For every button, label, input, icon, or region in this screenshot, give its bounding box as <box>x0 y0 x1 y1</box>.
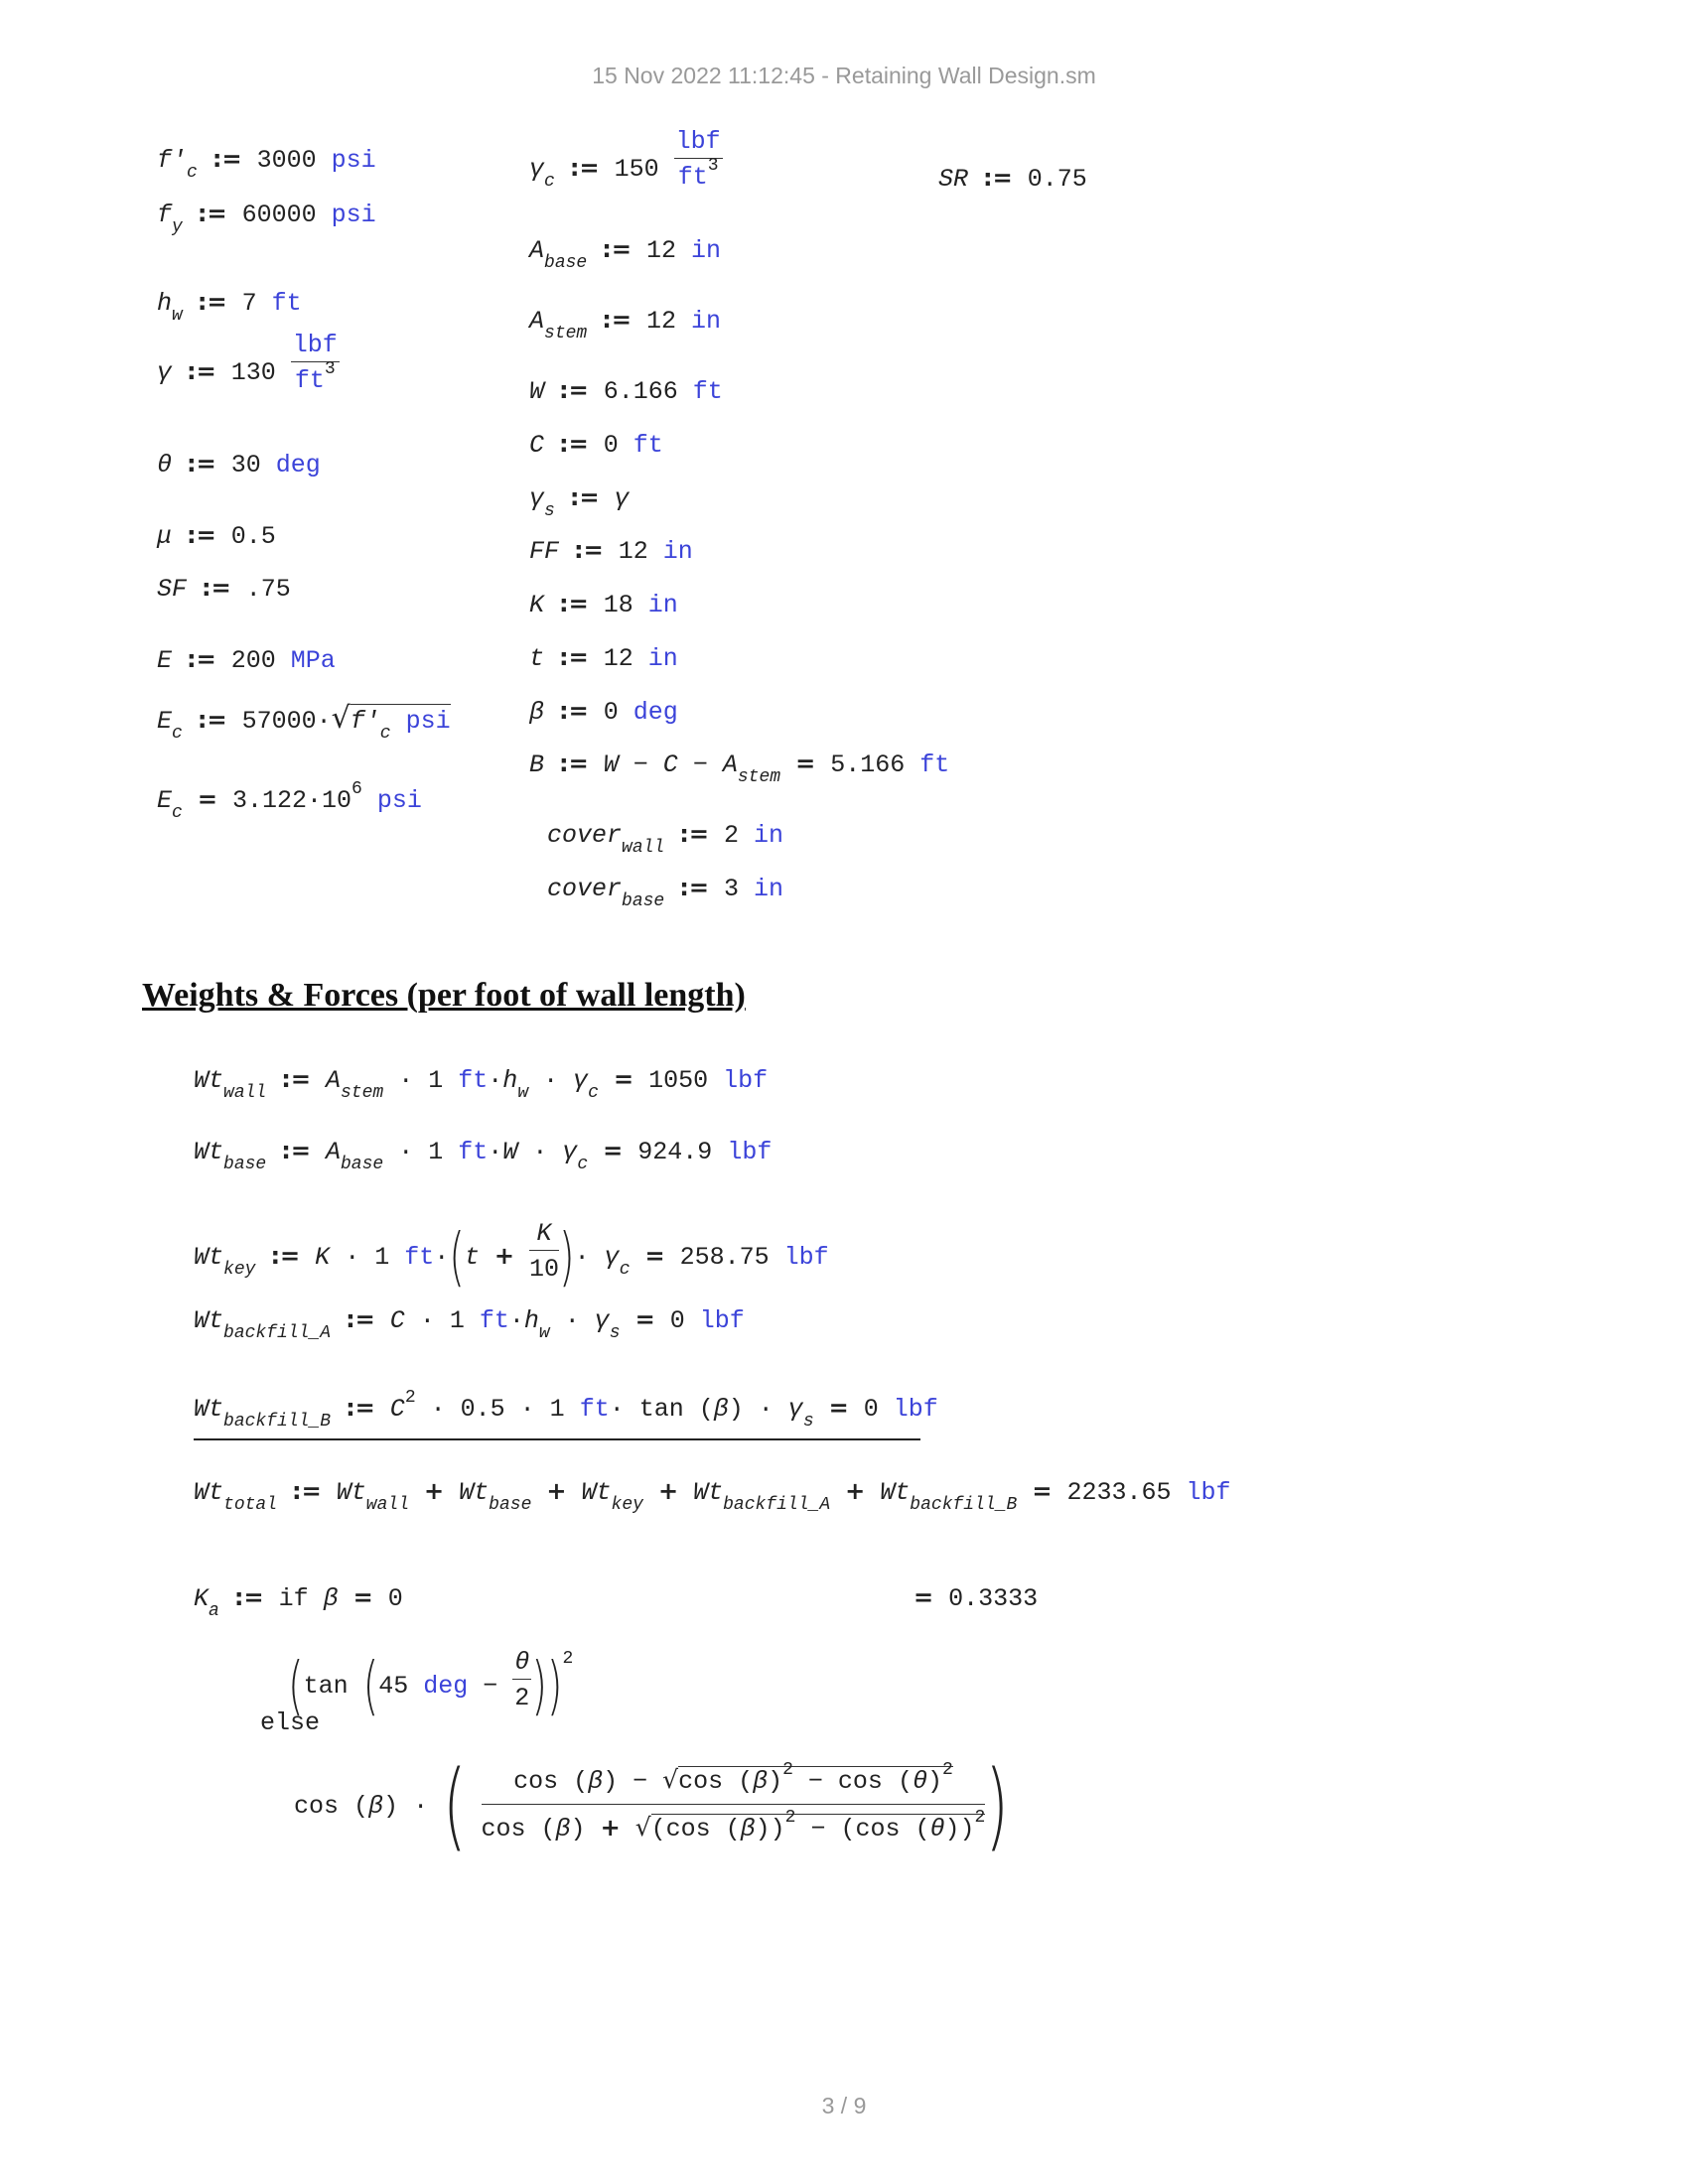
eq-k: K := 18 in <box>529 590 678 619</box>
eq-cover-base: cover$_{base}$ := 3 in <box>547 874 784 911</box>
eq-wt-base: $Wt_{base}$ := $A_{base} \cdot 1$ $ft\cdot W \cdot \gamma_c = 924.9$ lbf <box>194 1137 773 1174</box>
eq-wt-total: $Wt_{total}$ := $Wt_{wall} + Wt_{base} + Wt_{key} + Wt_{backfill\_A} + Wt_{backfill\_B} = 2233.65$ lbf <box>194 1477 1231 1515</box>
sum-rule <box>194 1438 920 1440</box>
eq-gamma-s: $\gamma_s$ := γ <box>529 483 630 521</box>
eq-hw: $h_w$ := 7 ft <box>157 288 302 326</box>
eq-t: t := 12 in <box>529 643 678 673</box>
ka-result: = 0.3333 <box>914 1583 1039 1613</box>
eq-fc: $f'_c$ := 3000 psi <box>157 145 376 183</box>
ka-else: else <box>260 1708 321 1737</box>
eq-sr: SR := 0.75 <box>938 164 1087 194</box>
eq-ec-def: $E_c$ := $57000\cdot√f'_c$ psi <box>157 701 451 744</box>
eq-e: E := 200 MPa <box>157 645 336 675</box>
eq-wt-key: $Wt_{key}$ := K · 1 ft·(t + $\frac{K}{10}$ )· $\gamma_c = 258.75$ lbf <box>194 1219 829 1295</box>
eq-ec-result: $E_c = 3.122\cdot 10^6$ psi <box>157 779 422 823</box>
eq-gamma: γ := 130 $\frac{\text{lbf}}{ft^3}$ <box>157 331 338 395</box>
eq-beta: β := 0 deg <box>529 697 678 727</box>
eq-ff: FF := 12 in <box>529 536 693 566</box>
eq-ka-rankine: (tan (45 deg − $\frac{\theta}{2}$ ))$^2$ <box>288 1648 574 1723</box>
eq-w: W := 6.166 ft <box>529 376 723 406</box>
eq-sf: SF := .75 <box>157 574 291 604</box>
eq-theta: θ := 30 deg <box>157 450 321 479</box>
eq-wt-wall: $Wt_{wall}$ := $A_{stem} \cdot 1$ $ft\cdot h_w \cdot \gamma_c = 1050$ lbf <box>194 1065 769 1103</box>
eq-fy: $f_y$ := 60000 psi <box>157 200 376 237</box>
eq-ka-coulomb: cos (β) · ( $\frac{\cos (\beta) - √\cos (\beta)^2 - \cos (\theta)^2}{\cos (\beta) + √(\cos (\beta))^2 - (\cos (\theta))^2}$ ) <box>294 1750 1009 1862</box>
page-footer: 3 / 9 <box>821 2093 867 2118</box>
eq-gamma-c: $\gamma_c$ := 150 $\frac{\text{lbf}}{ft^3}$ <box>529 127 721 193</box>
eq-a-stem: $A_{stem}$ := 12 in <box>529 306 722 343</box>
eq-wt-backfill-b: $Wt_{backfill\_B}$ := $C^2 \cdot 0.5 \cdot 1$ $ft\cdot \tan (\beta) \cdot \gamma_s = 0$ lbf <box>194 1388 938 1432</box>
eq-ka-if: $K_a$ := if β = 0 <box>194 1583 403 1621</box>
eq-wt-backfill-a: $Wt_{backfill\_A}$ := C · 1 $ft\cdot h_w \cdot \gamma_s = 0$ lbf <box>194 1305 745 1343</box>
eq-a-base: $A_{base}$ := 12 in <box>529 235 722 273</box>
eq-cover-wall: cover$_{wall}$ := 2 in <box>547 820 784 858</box>
eq-c: C := 0 ft <box>529 430 663 460</box>
section-title: Weights & Forces (per foot of wall length) <box>142 977 746 1014</box>
eq-b: B := $W - C - A_{stem} = 5.166$ ft <box>529 750 950 787</box>
page-header: 15 Nov 2022 11:12:45 - Retaining Wall Design.sm <box>592 63 1096 88</box>
eq-mu: μ := 0.5 <box>157 521 276 551</box>
